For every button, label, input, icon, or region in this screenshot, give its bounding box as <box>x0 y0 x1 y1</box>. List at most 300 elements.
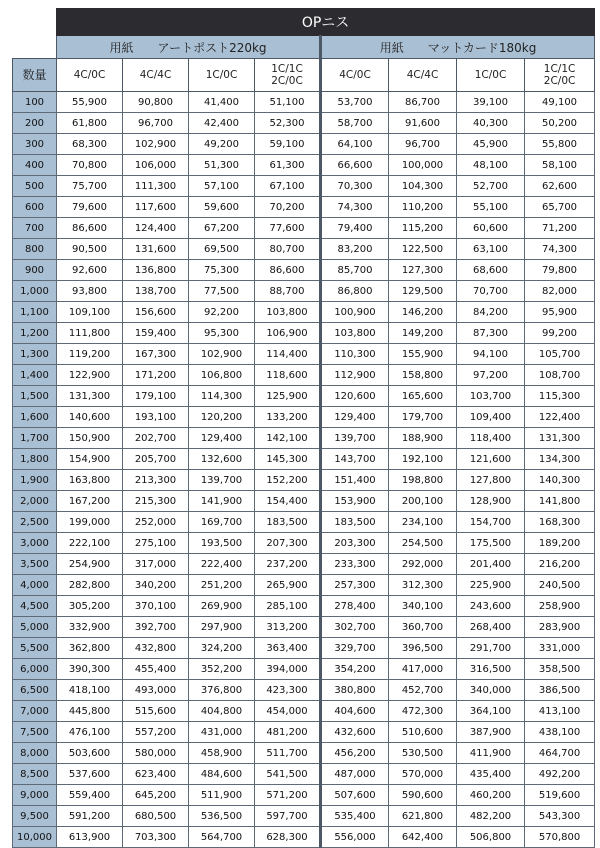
price-cell: 48,100 <box>457 155 525 176</box>
price-cell: 282,800 <box>57 575 123 596</box>
price-cell: 556,000 <box>321 827 389 848</box>
quantity-cell: 3,500 <box>13 554 57 575</box>
price-cell: 268,400 <box>457 617 525 638</box>
price-cell: 96,700 <box>389 134 457 155</box>
price-cell: 49,100 <box>525 92 595 113</box>
price-cell: 418,100 <box>57 680 123 701</box>
price-cell: 455,400 <box>123 659 189 680</box>
color-header-line: 1C/0C <box>205 69 238 81</box>
price-cell: 117,600 <box>123 197 189 218</box>
price-cell: 354,200 <box>321 659 389 680</box>
price-cell: 127,300 <box>389 260 457 281</box>
price-cell: 352,200 <box>189 659 255 680</box>
price-cell: 423,300 <box>255 680 321 701</box>
paper-header-matte-card: 用紙 マットカード180kg <box>321 36 595 59</box>
price-cell: 278,400 <box>321 596 389 617</box>
price-cell: 61,300 <box>255 155 321 176</box>
price-cell: 103,700 <box>457 386 525 407</box>
table-title: OPニス <box>57 9 595 36</box>
price-cell: 198,800 <box>389 470 457 491</box>
price-cell: 129,500 <box>389 281 457 302</box>
price-cell: 59,600 <box>189 197 255 218</box>
price-cell: 114,300 <box>189 386 255 407</box>
price-cell: 60,600 <box>457 218 525 239</box>
price-cell: 254,900 <box>57 554 123 575</box>
color-header-line: 2C/0C <box>543 75 576 87</box>
price-cell: 564,700 <box>189 827 255 848</box>
price-cell: 87,300 <box>457 323 525 344</box>
price-cell: 404,600 <box>321 701 389 722</box>
price-cell: 386,500 <box>525 680 595 701</box>
price-cell: 93,800 <box>57 281 123 302</box>
price-cell: 265,900 <box>255 575 321 596</box>
price-cell: 510,600 <box>389 722 457 743</box>
color-header-line: 4C/0C <box>339 69 371 81</box>
price-cell: 141,900 <box>189 491 255 512</box>
price-cell: 189,200 <box>525 533 595 554</box>
price-cell: 432,800 <box>123 638 189 659</box>
price-cell: 536,500 <box>189 806 255 827</box>
price-cell: 417,000 <box>389 659 457 680</box>
price-cell: 139,700 <box>189 470 255 491</box>
quantity-cell: 1,500 <box>13 386 57 407</box>
quantity-cell: 1,900 <box>13 470 57 491</box>
quantity-cell: 1,200 <box>13 323 57 344</box>
price-cell: 621,800 <box>389 806 457 827</box>
price-cell: 243,600 <box>457 596 525 617</box>
price-cell: 111,800 <box>57 323 123 344</box>
price-cell: 52,700 <box>457 176 525 197</box>
price-cell: 131,300 <box>525 428 595 449</box>
price-cell: 64,100 <box>321 134 389 155</box>
price-cell: 240,500 <box>525 575 595 596</box>
table-row <box>13 764 595 785</box>
price-cell: 86,600 <box>57 218 123 239</box>
quantity-cell: 9,000 <box>13 785 57 806</box>
price-cell: 136,800 <box>123 260 189 281</box>
price-cell: 85,700 <box>321 260 389 281</box>
paper-header-art-post: 用紙 アートポスト220kg <box>57 36 321 59</box>
table-row <box>13 176 595 197</box>
price-cell: 454,000 <box>255 701 321 722</box>
price-cell: 122,900 <box>57 365 123 386</box>
price-cell: 183,500 <box>255 512 321 533</box>
price-cell: 122,400 <box>525 407 595 428</box>
quantity-cell: 6,500 <box>13 680 57 701</box>
price-cell: 590,600 <box>389 785 457 806</box>
table-row <box>13 344 595 365</box>
price-cell: 413,100 <box>525 701 595 722</box>
price-cell: 390,300 <box>57 659 123 680</box>
price-cell: 70,700 <box>457 281 525 302</box>
price-cell: 68,300 <box>57 134 123 155</box>
price-cell: 99,200 <box>525 323 595 344</box>
price-cell: 122,500 <box>389 239 457 260</box>
price-cell: 169,700 <box>189 512 255 533</box>
price-cell: 435,400 <box>457 764 525 785</box>
quantity-cell: 1,100 <box>13 302 57 323</box>
price-cell: 645,200 <box>123 785 189 806</box>
price-cell: 86,800 <box>321 281 389 302</box>
price-cell: 67,200 <box>189 218 255 239</box>
price-cell: 503,600 <box>57 743 123 764</box>
price-cell: 316,500 <box>457 659 525 680</box>
price-cell: 506,800 <box>457 827 525 848</box>
color-header-line: 4C/4C <box>139 69 172 81</box>
price-cell: 519,600 <box>525 785 595 806</box>
price-cell: 84,200 <box>457 302 525 323</box>
color-header <box>57 59 123 92</box>
table-row <box>13 638 595 659</box>
price-cell: 154,900 <box>57 449 123 470</box>
color-header-line: 4C/0C <box>73 69 106 81</box>
price-cell: 41,400 <box>189 92 255 113</box>
price-cell: 392,700 <box>123 617 189 638</box>
price-cell: 380,800 <box>321 680 389 701</box>
price-cell: 452,700 <box>389 680 457 701</box>
price-cell: 80,700 <box>255 239 321 260</box>
price-cell: 291,700 <box>457 638 525 659</box>
price-cell: 66,600 <box>321 155 389 176</box>
price-cell: 324,200 <box>189 638 255 659</box>
price-cell: 103,800 <box>255 302 321 323</box>
price-cell: 332,900 <box>57 617 123 638</box>
price-cell: 112,900 <box>321 365 389 386</box>
price-cell: 103,800 <box>321 323 389 344</box>
price-cell: 106,000 <box>123 155 189 176</box>
price-cell: 65,700 <box>525 197 595 218</box>
quantity-cell: 8,500 <box>13 764 57 785</box>
price-cell: 340,000 <box>457 680 525 701</box>
price-cell: 145,300 <box>255 449 321 470</box>
quantity-cell: 5,000 <box>13 617 57 638</box>
price-cell: 225,900 <box>457 575 525 596</box>
price-cell: 257,300 <box>321 575 389 596</box>
price-cell: 96,700 <box>123 113 189 134</box>
table-row <box>13 680 595 701</box>
color-header <box>189 59 255 92</box>
price-cell: 358,500 <box>525 659 595 680</box>
quantity-cell: 6,000 <box>13 659 57 680</box>
price-cell: 79,400 <box>321 218 389 239</box>
price-cell: 179,100 <box>123 386 189 407</box>
price-cell: 481,200 <box>255 722 321 743</box>
table-row <box>13 134 595 155</box>
price-cell: 237,200 <box>255 554 321 575</box>
price-cell: 396,500 <box>389 638 457 659</box>
table-row <box>13 218 595 239</box>
corner-blank <box>13 36 57 59</box>
table-row <box>13 302 595 323</box>
price-cell: 179,700 <box>389 407 457 428</box>
price-cell: 460,200 <box>457 785 525 806</box>
price-cell: 216,200 <box>525 554 595 575</box>
price-cell: 71,200 <box>525 218 595 239</box>
price-cell: 360,700 <box>389 617 457 638</box>
price-cell: 364,100 <box>457 701 525 722</box>
color-header <box>255 59 321 92</box>
price-cell: 302,700 <box>321 617 389 638</box>
table-row <box>13 722 595 743</box>
table-row <box>13 386 595 407</box>
price-cell: 141,800 <box>525 491 595 512</box>
price-cell: 51,300 <box>189 155 255 176</box>
price-cell: 258,900 <box>525 596 595 617</box>
price-cell: 118,600 <box>255 365 321 386</box>
quantity-cell: 800 <box>13 239 57 260</box>
price-cell: 92,200 <box>189 302 255 323</box>
price-cell: 283,900 <box>525 617 595 638</box>
price-cell: 515,600 <box>123 701 189 722</box>
price-cell: 57,100 <box>189 176 255 197</box>
price-cell: 111,300 <box>123 176 189 197</box>
price-cell: 133,200 <box>255 407 321 428</box>
price-cell: 59,100 <box>255 134 321 155</box>
price-cell: 114,400 <box>255 344 321 365</box>
price-cell: 340,200 <box>123 575 189 596</box>
price-cell: 125,900 <box>255 386 321 407</box>
color-header-line: 2C/0C <box>271 75 303 87</box>
price-cell: 102,900 <box>123 134 189 155</box>
price-cell: 61,800 <box>57 113 123 134</box>
price-cell: 297,900 <box>189 617 255 638</box>
price-cell: 570,000 <box>389 764 457 785</box>
quantity-cell: 1,700 <box>13 428 57 449</box>
price-cell: 104,300 <box>389 176 457 197</box>
price-cell: 175,500 <box>457 533 525 554</box>
price-cell: 167,200 <box>57 491 123 512</box>
price-cell: 570,800 <box>525 827 595 848</box>
price-cell: 213,300 <box>123 470 189 491</box>
price-cell: 51,100 <box>255 92 321 113</box>
price-cell: 233,300 <box>321 554 389 575</box>
price-cell: 269,900 <box>189 596 255 617</box>
table-row <box>13 554 595 575</box>
price-cell: 487,000 <box>321 764 389 785</box>
price-cell: 493,000 <box>123 680 189 701</box>
price-cell: 331,000 <box>525 638 595 659</box>
price-cell: 202,700 <box>123 428 189 449</box>
price-cell: 63,100 <box>457 239 525 260</box>
table-row <box>13 743 595 764</box>
table-row <box>13 281 595 302</box>
color-header-line: 1C/1C <box>271 63 303 75</box>
price-cell: 139,700 <box>321 428 389 449</box>
quantity-cell: 10,000 <box>13 827 57 848</box>
price-cell: 597,700 <box>255 806 321 827</box>
price-cell: 642,400 <box>389 827 457 848</box>
price-table <box>12 8 595 848</box>
price-cell: 305,200 <box>57 596 123 617</box>
price-cell: 411,900 <box>457 743 525 764</box>
price-cell: 55,800 <box>525 134 595 155</box>
price-cell: 431,000 <box>189 722 255 743</box>
price-cell: 83,200 <box>321 239 389 260</box>
color-header <box>321 59 389 92</box>
price-cell: 484,600 <box>189 764 255 785</box>
price-cell: 149,200 <box>389 323 457 344</box>
price-cell: 680,500 <box>123 806 189 827</box>
price-cell: 90,800 <box>123 92 189 113</box>
table-row <box>13 155 595 176</box>
color-header-line: 1C/1C <box>543 63 576 75</box>
price-cell: 55,100 <box>457 197 525 218</box>
price-cell: 580,000 <box>123 743 189 764</box>
price-cell: 530,500 <box>389 743 457 764</box>
price-cell: 40,300 <box>457 113 525 134</box>
price-cell: 183,500 <box>321 512 389 533</box>
table-row <box>13 491 595 512</box>
table-row <box>13 449 595 470</box>
price-cell: 150,900 <box>57 428 123 449</box>
quantity-cell: 1,000 <box>13 281 57 302</box>
price-cell: 131,600 <box>123 239 189 260</box>
price-cell: 329,700 <box>321 638 389 659</box>
price-cell: 121,600 <box>457 449 525 470</box>
table-row <box>13 92 595 113</box>
price-cell: 472,300 <box>389 701 457 722</box>
price-cell: 105,700 <box>525 344 595 365</box>
price-cell: 152,200 <box>255 470 321 491</box>
price-cell: 158,800 <box>389 365 457 386</box>
price-cell: 45,900 <box>457 134 525 155</box>
quantity-cell: 7,500 <box>13 722 57 743</box>
price-cell: 106,800 <box>189 365 255 386</box>
quantity-cell: 7,000 <box>13 701 57 722</box>
quantity-cell: 700 <box>13 218 57 239</box>
price-cell: 58,100 <box>525 155 595 176</box>
price-cell: 86,700 <box>389 92 457 113</box>
quantity-cell: 1,400 <box>13 365 57 386</box>
price-cell: 140,300 <box>525 470 595 491</box>
table-row <box>13 512 595 533</box>
price-cell: 203,300 <box>321 533 389 554</box>
table-row <box>13 470 595 491</box>
color-header <box>389 59 457 92</box>
price-cell: 75,700 <box>57 176 123 197</box>
price-cell: 58,700 <box>321 113 389 134</box>
price-cell: 109,100 <box>57 302 123 323</box>
price-cell: 199,000 <box>57 512 123 533</box>
price-cell: 110,300 <box>321 344 389 365</box>
color-header <box>123 59 189 92</box>
price-cell: 628,300 <box>255 827 321 848</box>
price-cell: 252,000 <box>123 512 189 533</box>
price-cell: 120,200 <box>189 407 255 428</box>
quantity-cell: 3,000 <box>13 533 57 554</box>
price-cell: 110,200 <box>389 197 457 218</box>
price-cell: 132,600 <box>189 449 255 470</box>
price-cell: 507,600 <box>321 785 389 806</box>
price-cell: 557,200 <box>123 722 189 743</box>
price-cell: 79,800 <box>525 260 595 281</box>
quantity-cell: 600 <box>13 197 57 218</box>
price-cell: 370,100 <box>123 596 189 617</box>
price-cell: 92,600 <box>57 260 123 281</box>
price-cell: 251,200 <box>189 575 255 596</box>
table-row <box>13 197 595 218</box>
price-cell: 215,300 <box>123 491 189 512</box>
table-row <box>13 428 595 449</box>
price-cell: 511,900 <box>189 785 255 806</box>
quantity-cell: 200 <box>13 113 57 134</box>
price-cell: 254,500 <box>389 533 457 554</box>
price-cell: 88,700 <box>255 281 321 302</box>
price-cell: 42,400 <box>189 113 255 134</box>
price-cell: 222,400 <box>189 554 255 575</box>
price-cell: 192,100 <box>389 449 457 470</box>
table-row <box>13 701 595 722</box>
price-cell: 156,600 <box>123 302 189 323</box>
price-cell: 234,100 <box>389 512 457 533</box>
price-cell: 275,100 <box>123 533 189 554</box>
quantity-cell: 2,500 <box>13 512 57 533</box>
price-cell: 100,900 <box>321 302 389 323</box>
quantity-cell: 1,800 <box>13 449 57 470</box>
price-table-sheet <box>12 8 594 848</box>
price-cell: 432,600 <box>321 722 389 743</box>
price-cell: 120,600 <box>321 386 389 407</box>
price-cell: 207,300 <box>255 533 321 554</box>
price-cell: 193,500 <box>189 533 255 554</box>
price-cell: 142,100 <box>255 428 321 449</box>
quantity-cell: 900 <box>13 260 57 281</box>
price-cell: 394,000 <box>255 659 321 680</box>
price-cell: 95,300 <box>189 323 255 344</box>
table-row <box>13 113 595 134</box>
price-cell: 68,600 <box>457 260 525 281</box>
quantity-cell: 1,600 <box>13 407 57 428</box>
price-cell: 313,200 <box>255 617 321 638</box>
quantity-cell: 2,000 <box>13 491 57 512</box>
price-cell: 613,900 <box>57 827 123 848</box>
price-cell: 151,400 <box>321 470 389 491</box>
price-cell: 376,800 <box>189 680 255 701</box>
table-row <box>13 806 595 827</box>
price-cell: 49,200 <box>189 134 255 155</box>
price-cell: 154,700 <box>457 512 525 533</box>
price-cell: 591,200 <box>57 806 123 827</box>
price-cell: 201,400 <box>457 554 525 575</box>
price-cell: 77,600 <box>255 218 321 239</box>
price-cell: 535,400 <box>321 806 389 827</box>
color-header-line: 1C/0C <box>474 69 507 81</box>
table-row <box>13 659 595 680</box>
price-cell: 458,900 <box>189 743 255 764</box>
table-row <box>13 365 595 386</box>
price-cell: 79,600 <box>57 197 123 218</box>
price-cell: 623,400 <box>123 764 189 785</box>
price-cell: 464,700 <box>525 743 595 764</box>
price-cell: 119,200 <box>57 344 123 365</box>
price-cell: 108,700 <box>525 365 595 386</box>
price-cell: 541,500 <box>255 764 321 785</box>
price-cell: 362,800 <box>57 638 123 659</box>
price-cell: 109,400 <box>457 407 525 428</box>
quantity-cell: 100 <box>13 92 57 113</box>
price-cell: 127,800 <box>457 470 525 491</box>
price-cell: 543,300 <box>525 806 595 827</box>
price-cell: 70,300 <box>321 176 389 197</box>
price-cell: 143,700 <box>321 449 389 470</box>
price-cell: 90,500 <box>57 239 123 260</box>
price-cell: 134,300 <box>525 449 595 470</box>
table-row <box>13 617 595 638</box>
price-cell: 387,900 <box>457 722 525 743</box>
price-cell: 77,500 <box>189 281 255 302</box>
price-cell: 492,200 <box>525 764 595 785</box>
price-cell: 153,900 <box>321 491 389 512</box>
